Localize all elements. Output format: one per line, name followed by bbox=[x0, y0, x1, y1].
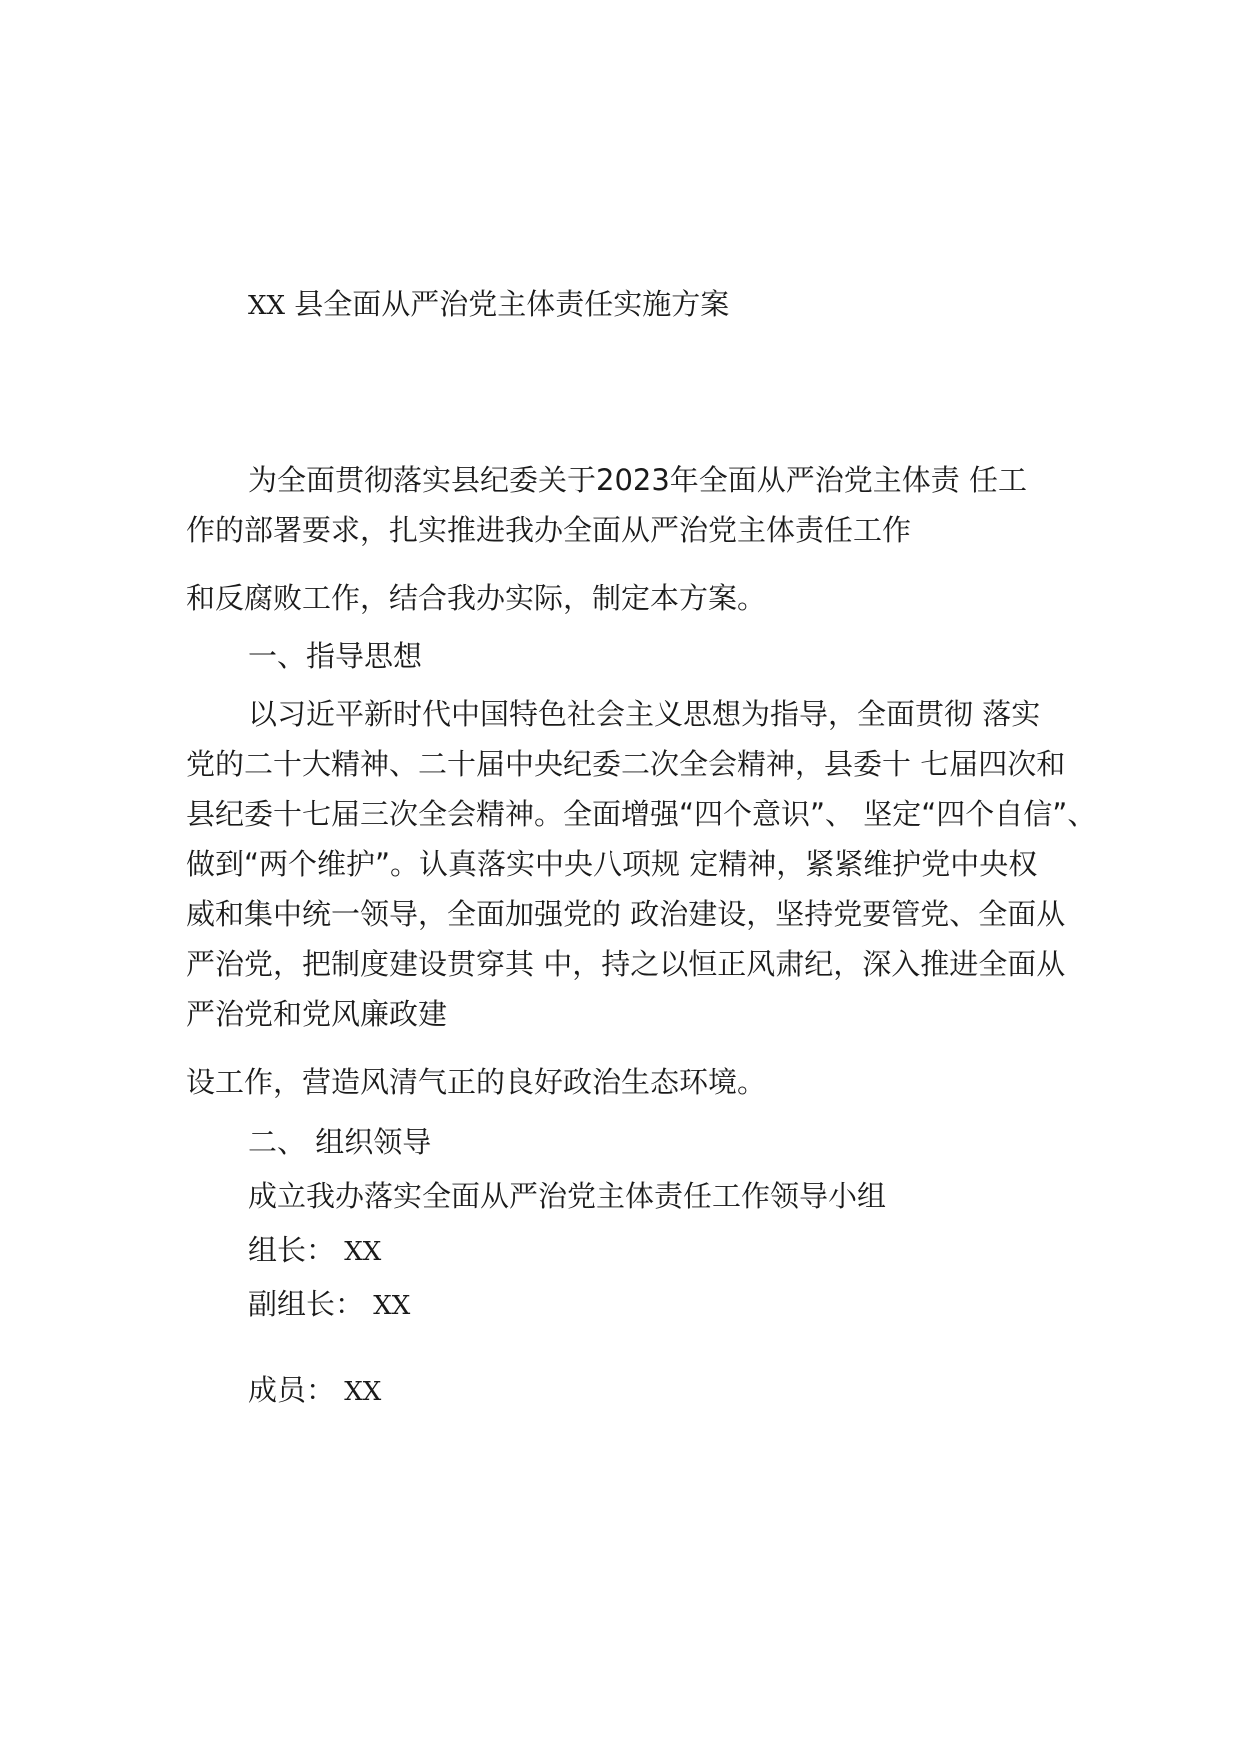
section1-line-2: 党的二十大精神、二十届中央纪委二次全会精神，县委十 七届四次和 bbox=[186, 747, 1066, 781]
section1-line-8: 设工作，营造风清气正的良好政治生态环境。 bbox=[186, 1065, 767, 1099]
section1-line-6: 严治党，把制度建设贯穿其 中，持之以恒正风肃纪，深入推进全面从 bbox=[186, 947, 1066, 981]
deputy-row bbox=[248, 1284, 410, 1326]
section2-intro: 成立我办落实全面从严治党主体责任工作领导小组 bbox=[248, 1179, 887, 1213]
deputy-label: 副组长： bbox=[248, 1287, 365, 1321]
document-title bbox=[248, 284, 729, 326]
title-text: 县全面从严治党主体责任实施方案 bbox=[285, 287, 730, 321]
section1-line-4: 做到“两个维护”。认真落实中央八项规 定精神，紧紧维护党中央权 bbox=[186, 847, 1038, 881]
section1-heading: 一、指导思想 bbox=[248, 639, 423, 673]
leader-value: XX bbox=[344, 1237, 382, 1267]
title-prefix: XX bbox=[248, 291, 286, 321]
section1-line-3: 县纪委十七届三次全会精神。全面增强“四个意识”、 坚定“四个自信”、 bbox=[186, 797, 1097, 831]
intro-line-1: 为全面贯彻落实县纪委关于2023年全面从严治党主体责 任工 bbox=[248, 463, 1028, 497]
section1-line-5: 威和集中统一领导，全面加强党的 政治建设，坚持党要管党、全面从 bbox=[186, 897, 1066, 931]
section2-heading: 二、 组织领导 bbox=[248, 1125, 432, 1159]
intro-line-2: 作的部署要求，扎实推进我办全面从严治党主体责任工作 bbox=[186, 513, 912, 547]
section1-line-1: 以习近平新时代中国特色社会主义思想为指导，全面贯彻 落实 bbox=[248, 697, 1041, 731]
leader-row bbox=[248, 1230, 381, 1272]
leader-label: 组长： bbox=[248, 1233, 336, 1267]
intro-line-3: 和反腐败工作，结合我办实际，制定本方案。 bbox=[186, 581, 767, 615]
member-value: XX bbox=[344, 1377, 382, 1407]
deputy-value: XX bbox=[373, 1291, 411, 1321]
member-label: 成员： bbox=[248, 1373, 336, 1407]
section1-line-7: 严治党和党风廉政建 bbox=[186, 997, 448, 1031]
member-row bbox=[248, 1370, 381, 1412]
